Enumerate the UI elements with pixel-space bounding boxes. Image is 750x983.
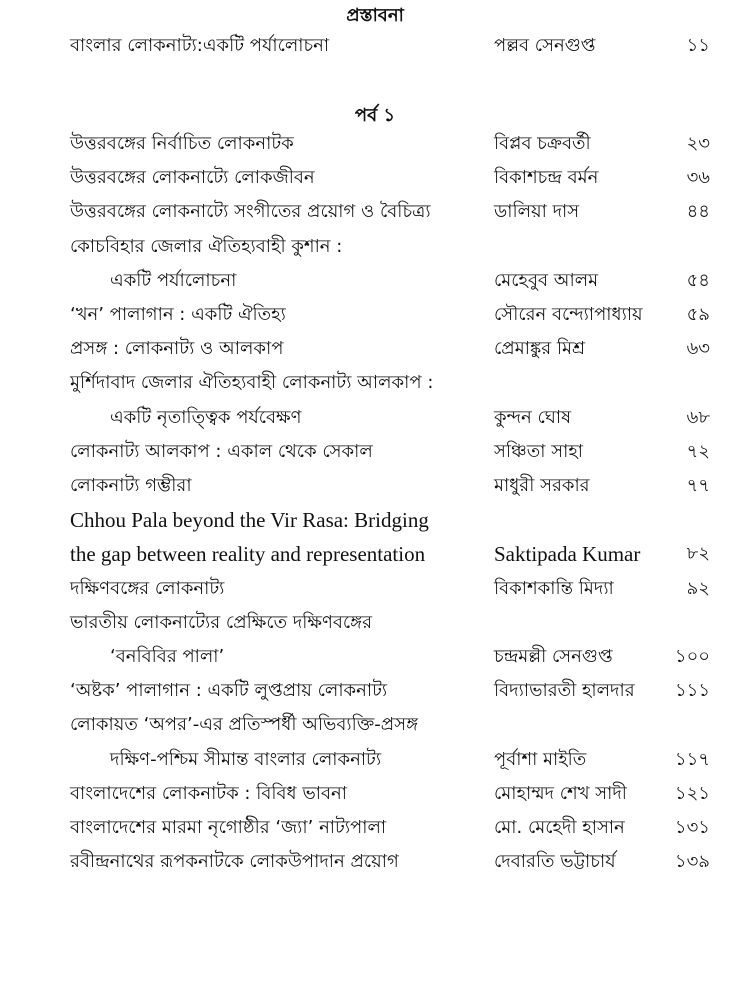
entry-page-number: ৭৭ [686,475,710,496]
toc-entry [0,196,750,228]
entry-title: উত্তরবঙ্গের লোকনাট্যে লোকজীবন [70,167,315,189]
entry-author: সৌরেন বন্দ্যোপাধ্যায় [494,304,643,325]
toc-entry [0,538,750,570]
entry-title: বাংলাদেশের লোকনাটক : বিবিধ ভাবনা [70,782,347,804]
toc-entry [0,436,750,468]
entry-title: উত্তরবঙ্গের লোকনাট্যে সংগীতের প্রয়োগ ও বৈচিত্র্য [70,201,431,223]
entry-author: পূর্বাশা মাইতি [494,748,587,770]
entry-author: বিপ্লব চক্রবর্তী [494,133,591,154]
entry-page-number: ৫৯ [686,304,710,325]
entry-page-number: ১১ [686,35,710,56]
entry-title: একটি নৃতাত্ত্বিক পর্যবেক্ষণ [110,406,302,428]
entry-page-number: ১০০ [674,646,710,667]
entry-author: কুন্দন ঘোষ [494,406,572,428]
toc-entry [0,504,750,536]
entry-page-number: ১৩৯ [674,851,710,873]
entry-title: দক্ষিণ-পশ্চিম সীমান্ত বাংলার লোকনাট্য [110,748,382,770]
toc-entry [0,641,750,673]
entry-title: ‘অষ্টক’ পালাগান : একটি লুপ্তপ্রায় লোকনাট্য [70,680,388,702]
entry-title: বাংলাদেশের মারমা নৃগোষ্ঠীর ‘জ্যা’ নাট্যপালা [70,817,387,838]
toc-entry [0,333,750,365]
entry-author: বিদ্যাভারতী হালদার [494,680,635,702]
section-heading-preface: প্রস্তাবনা [346,5,404,26]
entry-title: মুর্শিদাবাদ জেলার ঐতিহ্যবাহী লোকনাট্য আলকাপ : [70,372,434,394]
entry-page-number: ১২১ [674,782,710,804]
entry-author: দেবারতি ভট্টাচার্য [494,851,616,873]
toc-entry [0,607,750,639]
toc-entry [0,812,750,844]
entry-page-number: ১১৭ [674,748,710,770]
entry-page-number: ৬৮ [686,406,710,428]
entry-page-number: ৭২ [686,440,710,462]
toc-entry [0,128,750,160]
entry-title: ‘বনবিবির পালা’ [110,646,225,667]
entry-title: the gap between reality and representation [70,542,426,567]
entry-title: উত্তরবঙ্গের নির্বাচিত লোকনাটক [70,133,294,154]
entry-author: পল্লব সেনগুপ্ত [494,35,596,56]
entry-title: লোকনাট্য গম্ভীরা [70,475,192,496]
entry-author: সঞ্চিতা সাহা [494,440,584,462]
entry-author: মোহাম্মদ শেখ সাদী [494,782,627,804]
toc-entry [0,299,750,331]
toc-entry [0,231,750,263]
entry-title: Chhou Pala beyond the Vir Rasa: Bridging [70,508,429,533]
entry-title: একটি পর্যালোচনা [110,269,237,291]
entry-page-number: ১১১ [674,680,710,702]
entry-title: প্রসঙ্গ : লোকনাট্য ও আলকাপ [70,338,284,360]
entry-title: ‘খন’ পালাগান : একটি ঐতিহ্য [70,304,286,325]
entry-author: চন্দ্রমল্লী সেনগুপ্ত [494,646,613,667]
entry-author: প্রেমাঙ্কুর মিশ্র [494,338,586,360]
entry-author: বিকাশচন্দ্র বর্মন [494,167,599,189]
entry-title: কোচবিহার জেলার ঐতিহ্যবাহী কুশান : [70,235,343,257]
entry-title: রবীন্দ্রনাথের রূপকনাটকে লোকউপাদান প্রয়োগ [70,851,399,873]
entry-author: Saktipada Kumar [494,542,641,567]
toc-entry [0,402,750,434]
entry-page-number: ৫৪ [686,269,710,291]
entry-page-number: ২৩ [686,133,710,154]
toc-entry [0,675,750,707]
entry-title: দক্ষিণবঙ্গের লোকনাট্য [70,577,225,599]
toc-entry [0,573,750,605]
entry-title: লোকায়ত ‘অপর’-এর প্রতিস্পর্ধী অভিব্যক্তি-প্রসঙ্গ [70,714,419,736]
entry-author: ডালিয়া দাস [494,201,580,223]
entry-page-number: ৬৩ [686,338,710,360]
toc-entry [0,265,750,297]
entry-title: বাংলার লোকনাট্য:একটি পর্যালোচনা [70,35,330,56]
toc-entry [0,162,750,194]
toc-entry [0,30,750,62]
entry-title: ভারতীয় লোকনাট্যের প্রেক্ষিতে দক্ষিণবঙ্গের [70,611,372,633]
entry-author: মেহেবুব আলম [494,269,599,291]
entry-title: লোকনাট্য আলকাপ : একাল থেকে সেকাল [70,440,373,462]
entry-page-number: ৩৬ [686,167,710,189]
toc-entry [0,778,750,810]
entry-author: মাধুরী সরকার [494,475,590,496]
toc-entry [0,367,750,399]
toc-entry [0,470,750,502]
toc-entry [0,744,750,776]
toc-entry [0,709,750,741]
entry-page-number: ৪৪ [686,201,710,223]
entry-author: মো. মেহেদী হাসান [494,817,625,838]
entry-page-number: ১৩১ [674,817,710,838]
entry-author: বিকাশকান্তি মিদ্যা [494,577,614,599]
section-heading-part-1: পর্ব ১ [354,105,396,126]
toc-entry [0,846,750,878]
entry-page-number: ৮২ [686,543,710,565]
entry-page-number: ৯২ [686,577,710,599]
